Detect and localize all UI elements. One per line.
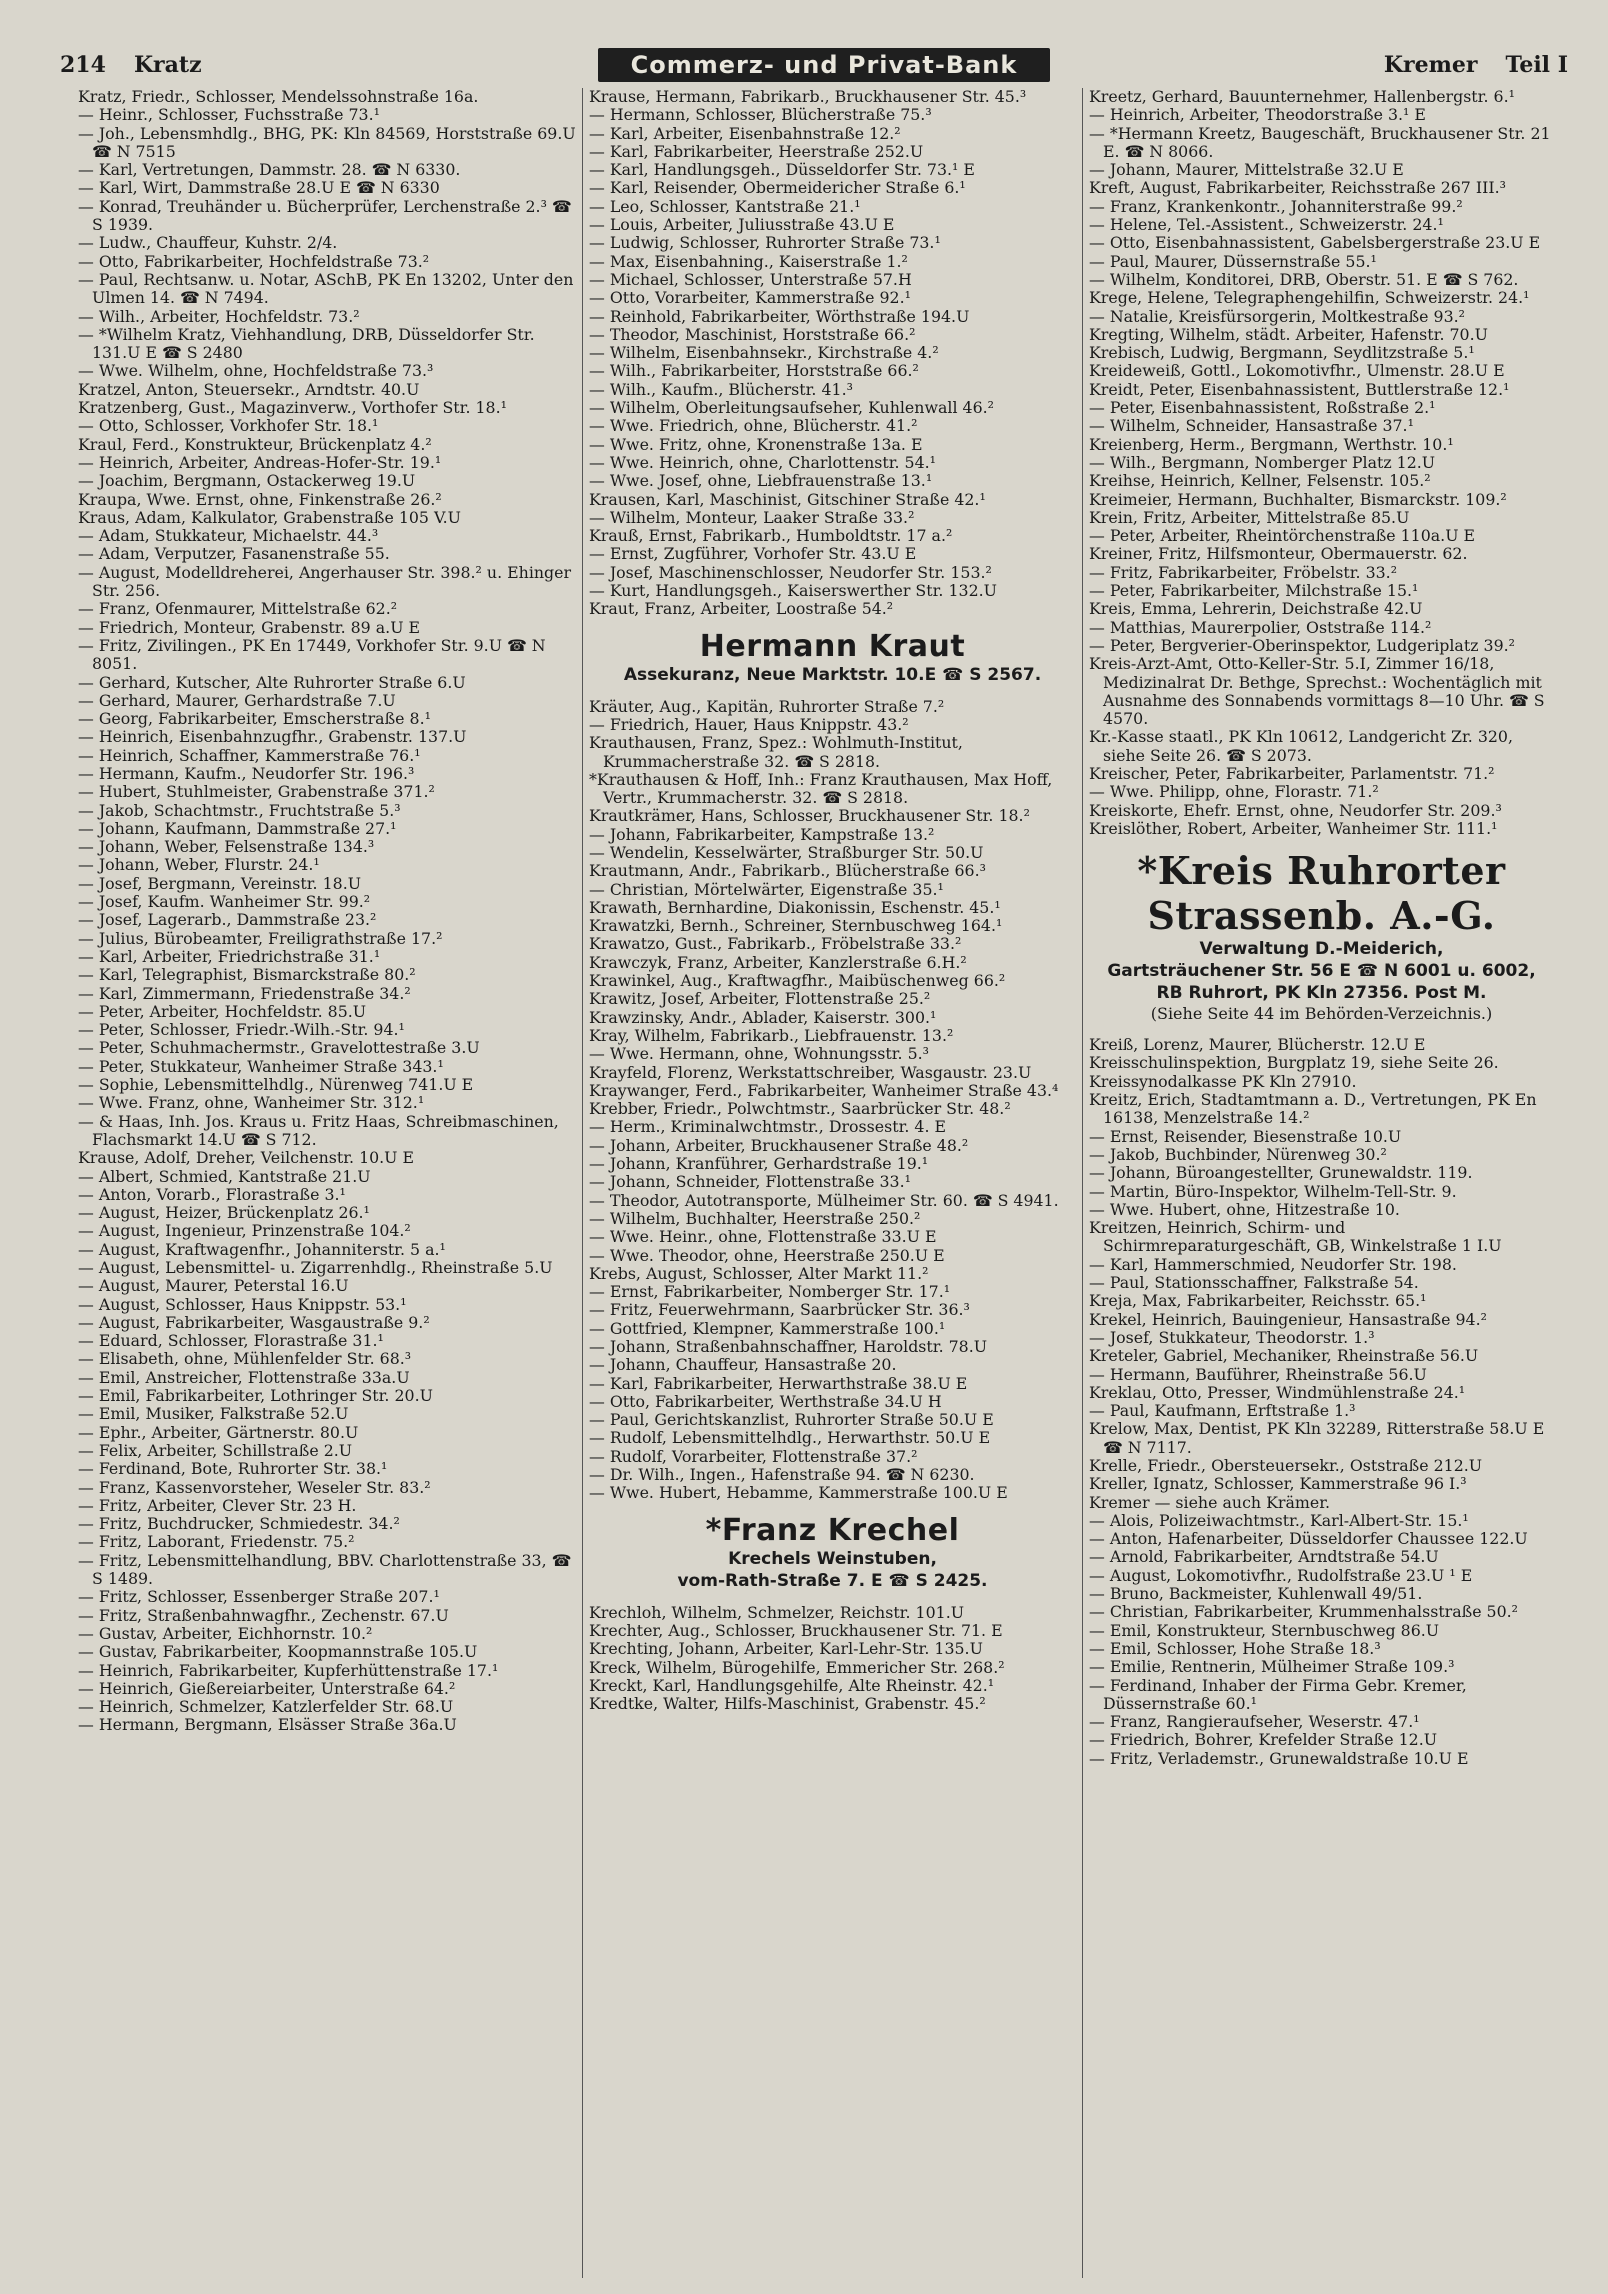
directory-entry: — Karl, Arbeiter, Friedrichstraße 31.¹ bbox=[78, 946, 381, 966]
directory-entry: Kreidt, Peter, Eisenbahnassistent, Buttlerstraße 12.¹ bbox=[1089, 379, 1510, 399]
directory-entry: — Johann, Weber, Flurstr. 24.¹ bbox=[78, 855, 320, 875]
directory-entry: — Rudolf, Vorarbeiter, Flottenstraße 37.² bbox=[589, 1446, 918, 1466]
directory-entry: — Wwe. Theodor, ohne, Heerstraße 250.U E bbox=[589, 1245, 945, 1265]
directory-entry: — Heinrich, Fabrikarbeiter, Kupferhüttenstraße 17.¹ bbox=[78, 1660, 499, 1680]
directory-entry: Kreckt, Karl, Handlungsgehilfe, Alte Rheinstr. 42.¹ bbox=[589, 1675, 995, 1695]
directory-entry: — Heinrich, Gießereiarbeiter, Unterstraße 64.² bbox=[78, 1678, 456, 1698]
directory-entry: — Paul, Kaufmann, Erftstraße 1.³ bbox=[1089, 1401, 1356, 1421]
directory-entry: — Hermann, Kaufm., Neudorfer Str. 196.³ bbox=[78, 763, 415, 783]
directory-entry: Kreis, Emma, Lehrerin, Deichstraße 42.U bbox=[1089, 599, 1423, 619]
directory-columns bbox=[72, 88, 1560, 2278]
directory-entry: — Hermann, Bergmann, Elsässer Straße 36a.U bbox=[78, 1715, 457, 1735]
directory-entry: — Wendelin, Kesselwärter, Straßburger Str. 50.U bbox=[589, 842, 984, 862]
directory-entry: Kray, Wilhelm, Fabrikarb., Liebfrauenstr. 13.² bbox=[589, 1025, 954, 1045]
directory-entry: — Gottfried, Klempner, Kammerstraße 100.¹ bbox=[589, 1318, 946, 1338]
directory-entry: — Heinrich, Eisenbahnzugfhr., Grabenstr. 137.U bbox=[78, 727, 467, 747]
directory-entry: Krebisch, Ludwig, Bergmann, Seydlitzstraße 5.¹ bbox=[1089, 343, 1475, 363]
directory-entry: Krein, Fritz, Arbeiter, Mittelstraße 85.U bbox=[1089, 507, 1410, 527]
directory-entry: — Christian, Mörtelwärter, Eigenstraße 35.¹ bbox=[589, 879, 944, 899]
directory-entry: — Wwe. Philipp, ohne, Florastr. 71.² bbox=[1089, 782, 1379, 802]
directory-entry: — Hermann, Schlosser, Blücherstraße 75.³ bbox=[589, 105, 932, 125]
header-left-word: Kratz bbox=[133, 52, 202, 78]
directory-entry: — Emil, Schlosser, Hohe Straße 18.³ bbox=[1089, 1638, 1381, 1658]
directory-entry: — August, Lokomotivfhr., Rudolfstraße 23.U ¹ E bbox=[1089, 1565, 1473, 1585]
directory-entry: — *Wilhelm Kratz, Viehhandlung, DRB, Düsseldorfer Str. 131.U E ☎ S 2480 bbox=[78, 324, 535, 363]
directory-entry: — Ernst, Reisender, Biesenstraße 10.U bbox=[1089, 1126, 1402, 1146]
directory-entry: — Wilhelm, Schneider, Hansastraße 37.¹ bbox=[1089, 416, 1414, 436]
directory-entry: — Johann, Weber, Felsenstraße 134.³ bbox=[78, 837, 375, 857]
directory-entry: — Otto, Eisenbahnassistent, Gabelsbergerstraße 23.U E bbox=[1089, 233, 1541, 253]
directory-entry: — Gerhard, Kutscher, Alte Ruhrorter Straße 6.U bbox=[78, 672, 466, 692]
directory-entry: — Fritz, Straßenbahnwagfhr., Zechenstr. 67.U bbox=[78, 1605, 449, 1625]
directory-entry: Kredtke, Walter, Hilfs-Maschinist, Grabenstr. 45.² bbox=[589, 1694, 986, 1714]
directory-entry: — Karl, Handlungsgeh., Düsseldorfer Str. 73.¹ E bbox=[589, 160, 975, 180]
directory-entry: — Paul, Stationsschaffner, Falkstraße 54. bbox=[1089, 1273, 1419, 1293]
directory-entry: — Emilie, Rentnerin, Mülheimer Straße 109.³ bbox=[1089, 1657, 1455, 1677]
directory-entry: — Fritz, Arbeiter, Clever Str. 23 H. bbox=[78, 1495, 357, 1515]
directory-entry: Kratz, Friedr., Schlosser, Mendelssohnstraße 16a. bbox=[78, 88, 479, 106]
directory-entry: Krebber, Friedr., Polwchtmstr., Saarbrücker Str. 48.² bbox=[589, 1099, 1011, 1119]
directory-entry: — Joachim, Bergmann, Ostackerweg 19.U bbox=[78, 471, 416, 491]
directory-entry: — Rudolf, Lebensmittelhdlg., Herwarthstr. 50.U E bbox=[589, 1428, 991, 1448]
directory-entry: — Wwe. Heinrich, ohne, Charlottenstr. 54.¹ bbox=[589, 452, 937, 472]
directory-entry: Krechloh, Wilhelm, Schmelzer, Reichstr. 101.U bbox=[589, 1602, 965, 1622]
directory-entry: — Eduard, Schlosser, Florastraße 31.¹ bbox=[78, 1331, 384, 1351]
directory-entry: — Josef, Bergmann, Vereinstr. 18.U bbox=[78, 873, 362, 893]
directory-entry: Kraul, Ferd., Konstrukteur, Brückenplatz 4.² bbox=[78, 434, 432, 454]
directory-entry: — Wwe. Heinr., ohne, Flottenstraße 33.U E bbox=[589, 1227, 937, 1247]
directory-entry: — August, Heizer, Brückenplatz 26.¹ bbox=[78, 1203, 370, 1223]
directory-entry: — Heinr., Schlosser, Fuchsstraße 73.¹ bbox=[78, 105, 380, 125]
directory-entry: — August, Ingenieur, Prinzenstraße 104.² bbox=[78, 1221, 411, 1241]
directory-entry: — Felix, Arbeiter, Schillstraße 2.U bbox=[78, 1440, 353, 1460]
directory-entry: Krausen, Karl, Maschinist, Gitschiner Straße 42.¹ bbox=[589, 489, 986, 509]
directory-entry: — Ferdinand, Inhaber der Firma Gebr. Kremer, Düssernstraße 60.¹ bbox=[1089, 1675, 1467, 1713]
directory-entry: — Peter, Bergverier-Oberinspektor, Ludgeriplatz 39.² bbox=[1089, 635, 1515, 655]
directory-entry: — August, Maurer, Peterstal 16.U bbox=[78, 1276, 349, 1296]
directory-entry: — Johann, Chauffeur, Hansastraße 20. bbox=[589, 1355, 897, 1375]
directory-entry: Kremer — siehe auch Krämer. bbox=[1089, 1492, 1331, 1512]
directory-entry: Kratzenberg, Gust., Magazinverw., Vorthofer Str. 18.¹ bbox=[78, 398, 507, 418]
directory-entry: — Wwe. Josef, ohne, Liebfrauenstraße 13.¹ bbox=[589, 471, 933, 491]
directory-entry: — Fritz, Laborant, Friedenstr. 75.² bbox=[78, 1532, 355, 1552]
directory-entry: Krawzinsky, Andr., Ablader, Kaiserstr. 300.¹ bbox=[589, 1007, 937, 1027]
directory-entry: Krayfeld, Florenz, Werkstattschreiber, Wasgaustr. 23.U bbox=[589, 1062, 1032, 1082]
directory-entry: — Martin, Büro-Inspektor, Wilhelm-Tell-Str. 9. bbox=[1089, 1181, 1457, 1201]
directory-entry: Kreller, Ignatz, Schlosser, Kammerstraße 96 I.³ bbox=[1089, 1474, 1467, 1494]
directory-entry: — Otto, Vorarbeiter, Kammerstraße 92.¹ bbox=[589, 288, 911, 308]
directory-entry: Krawatzo, Gust., Fabrikarb., Fröbelstraße 33.² bbox=[589, 934, 962, 954]
directory-entry: — Fritz, Zivilingen., PK En 17449, Vorkhofer Str. 9.U ☎ N 8051. bbox=[78, 635, 546, 674]
column-right bbox=[1082, 88, 1560, 2278]
directory-entry: — Friedrich, Bohrer, Krefelder Straße 12.U bbox=[1089, 1730, 1438, 1750]
directory-entry: Kraus, Adam, Kalkulator, Grabenstraße 105 V.U bbox=[78, 507, 461, 527]
directory-entry: — Franz, Krankenkontr., Johanniterstraße 99.² bbox=[1089, 196, 1463, 216]
directory-entry: — Peter, Stukkateur, Wanheimer Straße 343.¹ bbox=[78, 1056, 444, 1076]
directory-entry: — Fritz, Lebensmittelhandlung, BBV. Charlottenstraße 33, ☎ S 1489. bbox=[78, 1550, 572, 1589]
directory-entry: — Karl, Arbeiter, Eisenbahnstraße 12.² bbox=[589, 123, 901, 143]
directory-entry: — August, Modelldreherei, Angerhauser Str. 398.² u. Ehinger Str. 256. bbox=[78, 562, 572, 601]
directory-entry: Kreiskorte, Ehefr. Ernst, ohne, Neudorfer Str. 209.³ bbox=[1089, 800, 1502, 820]
directory-entry: Kraywanger, Ferd., Fabrikarbeiter, Wanheimer Straße 43.⁴ bbox=[589, 1080, 1059, 1100]
directory-entry: — Gerhard, Maurer, Gerhardstraße 7.U bbox=[78, 690, 396, 710]
directory-entry: — Peter, Eisenbahnassistent, Roßstraße 2.¹ bbox=[1089, 398, 1436, 418]
directory-entry: — Herm., Kriminalwchtmstr., Drossestr. 4. E bbox=[589, 1117, 947, 1137]
directory-entry: — Sophie, Lebensmittelhdlg., Nürenweg 741.U E bbox=[78, 1075, 474, 1095]
directory-entry: — Reinhold, Fabrikarbeiter, Wörthstraße 194.U bbox=[589, 306, 970, 326]
directory-entry: — Franz, Kassenvorsteher, Weseler Str. 83.² bbox=[78, 1477, 431, 1497]
advert-note: (Siehe Seite 44 im Behörden-Verzeichnis.) bbox=[1150, 1004, 1493, 1024]
directory-entry: — Wilh., Arbeiter, Hochfeldstr. 73.² bbox=[78, 306, 360, 326]
advert-kreis-ruhrorter bbox=[1089, 848, 1554, 1024]
directory-entry: — Heinrich, Arbeiter, Theodorstraße 3.¹ E bbox=[1089, 105, 1426, 125]
advert-line: Gartsträuchener Str. 56 E ☎ N 6001 u. 6002, bbox=[1107, 961, 1536, 982]
directory-entry: — Elisabeth, ohne, Mühlenfelder Str. 68.³ bbox=[78, 1349, 412, 1369]
directory-entry: — Dr. Wilh., Ingen., Hafenstraße 94. ☎ N 6230. bbox=[589, 1465, 975, 1485]
directory-entry: — Wwe. Hermann, ohne, Wohnungsstr. 5.³ bbox=[589, 1044, 929, 1064]
directory-entry: Krebs, August, Schlosser, Alter Markt 11.² bbox=[589, 1263, 929, 1283]
directory-entry: Krege, Helene, Telegraphengehilfin, Schweizerstr. 24.¹ bbox=[1089, 288, 1530, 308]
directory-entry: — Konrad, Treuhänder u. Bücherprüfer, Lerchenstraße 2.³ ☎ S 1939. bbox=[78, 196, 572, 235]
directory-entry: — Johann, Maurer, Mittelstraße 32.U E bbox=[1089, 160, 1404, 180]
directory-entry: — Friedrich, Monteur, Grabenstr. 89 a.U E bbox=[78, 617, 421, 637]
directory-entry: — Wilh., Fabrikarbeiter, Horststraße 66.² bbox=[589, 361, 919, 381]
directory-entry: Kreklau, Otto, Presser, Windmühlenstraße 24.¹ bbox=[1089, 1382, 1466, 1402]
page-number: 214 bbox=[60, 52, 106, 78]
directory-entry: — Otto, Fabrikarbeiter, Werthstraße 34.U H bbox=[589, 1391, 942, 1411]
directory-entry: Krauß, Ernst, Fabrikarb., Humboldtstr. 17 a.² bbox=[589, 526, 953, 546]
directory-entry: — Gustav, Fabrikarbeiter, Koopmannstraße 105.U bbox=[78, 1642, 478, 1662]
directory-entry: — Jakob, Buchbinder, Nürenweg 30.² bbox=[1089, 1144, 1387, 1164]
directory-entry: Kreis-Arzt-Amt, Otto-Keller-Str. 5.I, Zimmer 16/18, Medizinalrat Dr. Bethge, Sprechst.: Wochentäglich mit Ausnahme des Sonnabends vormittags 8—10 Uhr. ☎ S 4570. bbox=[1089, 654, 1545, 729]
directory-entry: — Peter, Schuhmachermstr., Gravelottestraße 3.U bbox=[78, 1038, 480, 1058]
directory-entry: — Adam, Stukkateur, Michaelstr. 44.³ bbox=[78, 526, 379, 546]
directory-entry: — Fritz, Buchdrucker, Schmiedestr. 34.² bbox=[78, 1514, 400, 1534]
directory-entry: — Natalie, Kreisfürsorgerin, Moltkestraße 93.² bbox=[1089, 306, 1466, 326]
directory-entry: — Karl, Hammerschmied, Neudorfer Str. 198. bbox=[1089, 1254, 1457, 1274]
directory-entry: Kreimeier, Hermann, Buchhalter, Bismarckstr. 109.² bbox=[1089, 489, 1507, 509]
directory-entry: — Karl, Zimmermann, Friedenstraße 34.² bbox=[78, 983, 411, 1003]
directory-entry: — Karl, Fabrikarbeiter, Herwarthstraße 38.U E bbox=[589, 1373, 968, 1393]
directory-entry: Kreck, Wilhelm, Bürogehilfe, Emmericher Str. 268.² bbox=[589, 1657, 1005, 1677]
directory-entry: — Ernst, Zugführer, Vorhofer Str. 43.U E bbox=[589, 544, 917, 564]
directory-entry: — Peter, Fabrikarbeiter, Milchstraße 15.¹ bbox=[1089, 581, 1419, 601]
directory-entry: Krawitz, Josef, Arbeiter, Flottenstraße 25.² bbox=[589, 989, 931, 1009]
directory-entry: — Wwe. Franz, ohne, Wanheimer Str. 312.¹ bbox=[78, 1093, 425, 1113]
directory-entry: — Emil, Konstrukteur, Sternbuschweg 86.U bbox=[1089, 1620, 1440, 1640]
directory-entry: — Jakob, Schachtmstr., Fruchtstraße 5.³ bbox=[78, 800, 401, 820]
directory-entry: — *Hermann Kreetz, Baugeschäft, Bruckhausener Str. 21 E. ☎ N 8066. bbox=[1089, 123, 1551, 161]
directory-entry: — August, Kraftwagenfhr., Johanniterstr. 5 a.¹ bbox=[78, 1239, 446, 1259]
directory-entry: — Wilhelm, Eisenbahnsekr., Kirchstraße 4.² bbox=[589, 343, 939, 363]
directory-entry: — Louis, Arbeiter, Juliusstraße 43.U E bbox=[589, 215, 895, 235]
directory-entry: — Christian, Fabrikarbeiter, Krummenhalsstraße 50.² bbox=[1089, 1602, 1519, 1622]
directory-entry: — Ferdinand, Bote, Ruhrorter Str. 38.¹ bbox=[78, 1459, 388, 1479]
directory-entry: — Wwe. Hubert, Hebamme, Kammerstraße 100.U E bbox=[589, 1483, 1008, 1503]
directory-entry: Krause, Hermann, Fabrikarb., Bruckhausener Str. 45.³ bbox=[589, 88, 1027, 106]
directory-entry: — Bruno, Backmeister, Kuhlenwall 49/51. bbox=[1089, 1584, 1423, 1604]
directory-entry: Krautmann, Andr., Fabrikarb., Blücherstraße 66.³ bbox=[589, 861, 986, 881]
directory-entry: — Karl, Fabrikarbeiter, Heerstraße 252.U bbox=[589, 141, 924, 161]
directory-entry: — Karl, Wirt, Dammstraße 28.U E ☎ N 6330 bbox=[78, 178, 440, 198]
directory-entry: — Peter, Arbeiter, Hochfeldstr. 85.U bbox=[78, 1001, 367, 1021]
directory-entry: — Johann, Kaufmann, Dammstraße 27.¹ bbox=[78, 818, 397, 838]
directory-entry: Kraupa, Wwe. Ernst, ohne, Finkenstraße 26.² bbox=[78, 489, 442, 509]
directory-entry: Kreteler, Gabriel, Mechaniker, Rheinstraße 56.U bbox=[1089, 1346, 1479, 1366]
directory-entry: Krawczyk, Franz, Arbeiter, Kanzlerstraße 6.H.² bbox=[589, 952, 967, 972]
directory-entry: — Heinrich, Arbeiter, Andreas-Hofer-Str. 19.¹ bbox=[78, 452, 442, 472]
directory-entry: — Michael, Schlosser, Unterstraße 57.H bbox=[589, 269, 912, 289]
directory-entry: — Emil, Musiker, Falkstraße 52.U bbox=[78, 1404, 349, 1424]
directory-entry: — Julius, Bürobeamter, Freiligrathstraße 17.² bbox=[78, 928, 443, 948]
directory-entry: — August, Schlosser, Haus Knippstr. 53.¹ bbox=[78, 1294, 407, 1314]
directory-entry: — Wilhelm, Buchhalter, Heerstraße 250.² bbox=[589, 1208, 921, 1228]
bank-banner: Commerz- und Privat-Bank bbox=[598, 48, 1050, 82]
directory-entry: Kreislöther, Robert, Arbeiter, Wanheimer Str. 111.¹ bbox=[1089, 818, 1498, 838]
header-right-word: Kremer bbox=[1383, 52, 1478, 78]
directory-entry: Krawinkel, Aug., Kraftwagfhr., Maibüschenweg 66.² bbox=[589, 971, 1006, 991]
directory-entry: — Wwe. Friedrich, ohne, Blücherstr. 41.² bbox=[589, 416, 918, 436]
directory-entry: — August, Lebensmittel- u. Zigarrenhdlg., Rheinstraße 5.U bbox=[78, 1258, 553, 1277]
directory-entry: Kreiner, Fritz, Hilfsmonteur, Obermauerstr. 62. bbox=[1089, 544, 1468, 564]
directory-entry: — Hubert, Stuhlmeister, Grabenstraße 371.² bbox=[78, 782, 435, 802]
directory-entry: — Josef, Maschinenschlosser, Neudorfer Str. 153.² bbox=[589, 562, 992, 582]
directory-entry: — Fritz, Verlademstr., Grunewaldstraße 10.U E bbox=[1089, 1748, 1469, 1768]
directory-entry: — Josef, Lagerarb., Dammstraße 23.² bbox=[78, 910, 377, 930]
directory-entry: — Helene, Tel.-Assistent., Schweizerstr. 24.¹ bbox=[1089, 215, 1444, 235]
directory-entry: — Peter, Schlosser, Friedr.-Wilh.-Str. 94.¹ bbox=[78, 1020, 405, 1040]
directory-entry: — Ephr., Arbeiter, Gärtnerstr. 80.U bbox=[78, 1422, 359, 1442]
directory-entry: — Wilh., Kaufm., Blücherstr. 41.³ bbox=[589, 379, 853, 399]
directory-entry: Kreitzen, Heinrich, Schirm- und Schirmreparaturgeschäft, GB, Winkelstraße 1 I.U bbox=[1089, 1218, 1502, 1256]
directory-entry: Krawatzki, Bernh., Schreiner, Sternbuschweg 164.¹ bbox=[589, 916, 1003, 936]
directory-entry: — Friedrich, Hauer, Haus Knippstr. 43.² bbox=[589, 714, 909, 734]
directory-entry: — Gustav, Arbeiter, Eichhornstr. 10.² bbox=[78, 1623, 373, 1643]
directory-entry: — Hermann, Bauführer, Rheinstraße 56.U bbox=[1089, 1364, 1427, 1384]
directory-entry: Kreissynodalkasse PK Kln 27910. bbox=[1089, 1071, 1357, 1091]
directory-entry: Krekel, Heinrich, Bauingenieur, Hansastraße 94.² bbox=[1089, 1309, 1487, 1329]
directory-entry: — Josef, Kaufm. Wanheimer Str. 99.² bbox=[78, 892, 371, 912]
directory-entry: — Wwe. Wilhelm, ohne, Hochfeldstraße 73.³ bbox=[78, 361, 434, 381]
directory-entry: — Otto, Schlosser, Vorkhofer Str. 18.¹ bbox=[78, 416, 379, 436]
advert-line: vom-Rath-Straße 7. E ☎ S 2425. bbox=[677, 1570, 988, 1591]
directory-entry: Krautkrämer, Hans, Schlosser, Bruckhausener Str. 18.² bbox=[589, 806, 1030, 826]
directory-entry: Krelow, Max, Dentist, PK Kln 32289, Ritterstraße 58.U E ☎ N 7117. bbox=[1089, 1419, 1545, 1457]
directory-entry: — August, Fabrikarbeiter, Wasgaustraße 9.² bbox=[78, 1312, 430, 1332]
directory-entry: — & Haas, Inh. Jos. Kraus u. Fritz Haas, Schreibmaschinen, Flachsmarkt 14.U ☎ S 712. bbox=[78, 1111, 559, 1149]
advert-line: Assekuranz, Neue Marktstr. 10.E ☎ S 2567. bbox=[623, 664, 1042, 685]
advert-hermann-kraut bbox=[589, 629, 1076, 686]
advert-franz-krechel bbox=[589, 1513, 1076, 1592]
directory-entry: — Karl, Telegraphist, Bismarckstraße 80.² bbox=[78, 965, 416, 985]
directory-entry: — Ludwig, Schlosser, Ruhrorter Straße 73.¹ bbox=[589, 233, 941, 253]
directory-entry: Kreischer, Peter, Fabrikarbeiter, Parlamentstr. 71.² bbox=[1089, 763, 1495, 783]
directory-entry: Kreienberg, Herm., Bergmann, Werthstr. 10.¹ bbox=[1089, 434, 1454, 454]
directory-entry: — Emil, Fabrikarbeiter, Lothringer Str. 20.U bbox=[78, 1386, 433, 1406]
directory-entry: Kreiß, Lorenz, Maurer, Blücherstr. 12.U E bbox=[1089, 1035, 1426, 1055]
directory-entry: Kreihse, Heinrich, Kellner, Felsenstr. 105.² bbox=[1089, 471, 1431, 491]
directory-entry: — Johann, Fabrikarbeiter, Kampstraße 13.² bbox=[589, 824, 935, 844]
directory-entry: — Johann, Arbeiter, Bruckhausener Straße 48.² bbox=[589, 1135, 969, 1155]
directory-entry: — Wilh., Bergmann, Nomberger Platz 12.U bbox=[1089, 452, 1436, 472]
directory-entry: — Johann, Kranführer, Gerhardstraße 19.¹ bbox=[589, 1154, 929, 1174]
directory-entry: — Paul, Rechtsanw. u. Notar, ASchB, PK En 13202, Unter den Ulmen 14. ☎ N 7494. bbox=[78, 269, 574, 308]
directory-entry: — Wilhelm, Konditorei, DRB, Oberstr. 51. E ☎ S 762. bbox=[1089, 269, 1519, 289]
column-left bbox=[72, 88, 582, 2278]
directory-entry: Kreja, Max, Fabrikarbeiter, Reichsstr. 65.¹ bbox=[1089, 1291, 1427, 1311]
directory-entry: — Matthias, Maurerpolier, Oststraße 114.² bbox=[1089, 617, 1432, 637]
directory-entry: Kraut, Franz, Arbeiter, Loostraße 54.² bbox=[589, 599, 894, 619]
directory-entry: Kreisschulinspektion, Burgplatz 19, siehe Seite 26. bbox=[1089, 1053, 1499, 1073]
directory-entry: — Wilhelm, Monteur, Laaker Straße 33.² bbox=[589, 507, 915, 527]
directory-entry: — Josef, Stukkateur, Theodorstr. 1.³ bbox=[1089, 1327, 1375, 1347]
directory-entry: Krauthausen, Franz, Spez.: Wohlmuth-Institut, Krummacherstraße 32. ☎ S 2818. bbox=[589, 733, 963, 771]
advert-line: Verwaltung D.-Meiderich, bbox=[1199, 939, 1444, 960]
directory-entry: — Anton, Hafenarbeiter, Düsseldorfer Chaussee 122.U bbox=[1089, 1529, 1528, 1549]
directory-entry: — Fritz, Schlosser, Essenberger Straße 207.¹ bbox=[78, 1587, 440, 1607]
directory-entry: Kreft, August, Fabrikarbeiter, Reichsstraße 267 III.³ bbox=[1089, 178, 1506, 198]
directory-entry: — Franz, Ofenmaurer, Mittelstraße 62.² bbox=[78, 599, 398, 619]
advert-title: *Kreis Ruhrorter Strassenb. A.-G. bbox=[1137, 848, 1506, 939]
directory-entry: — Emil, Anstreicher, Flottenstraße 33a.U bbox=[78, 1367, 410, 1387]
directory-entry: — Wwe. Fritz, ohne, Kronenstraße 13a. E bbox=[589, 434, 923, 454]
directory-entry: — Paul, Maurer, Düssernstraße 55.¹ bbox=[1089, 251, 1377, 271]
directory-entry: — Karl, Vertretungen, Dammstr. 28. ☎ N 6330. bbox=[78, 160, 461, 180]
directory-entry: — Arnold, Fabrikarbeiter, Arndtstraße 54.U bbox=[1089, 1547, 1439, 1567]
advert-line: Krechels Weinstuben, bbox=[728, 1548, 937, 1569]
directory-entry: *Krauthausen & Hoff, Inh.: Franz Krauthausen, Max Hoff, Vertr., Krummacherstr. 32. ☎ S 2818. bbox=[589, 769, 1053, 808]
advert-title: Hermann Kraut bbox=[699, 628, 966, 664]
directory-entry: — Heinrich, Schmelzer, Katzlerfelder Str. 68.U bbox=[78, 1697, 454, 1717]
directory-entry: — Ludw., Chauffeur, Kuhstr. 2/4. bbox=[78, 233, 338, 253]
directory-entry: Kr.-Kasse staatl., PK Kln 10612, Landgericht Zr. 320, siehe Seite 26. ☎ S 2073. bbox=[1089, 727, 1513, 765]
directory-entry: Kregting, Wilhelm, städt. Arbeiter, Hafenstr. 70.U bbox=[1089, 324, 1488, 344]
directory-entry: — Fritz, Feuerwehrmann, Saarbrücker Str. 36.³ bbox=[589, 1300, 970, 1320]
directory-entry: — Fritz, Fabrikarbeiter, Fröbelstr. 33.² bbox=[1089, 562, 1398, 582]
directory-entry: — Wilhelm, Oberleitungsaufseher, Kuhlenwall 46.² bbox=[589, 398, 994, 418]
directory-entry: — Karl, Reisender, Obermeidericher Straße 6.¹ bbox=[589, 178, 966, 198]
directory-entry: Krechter, Aug., Schlosser, Bruckhausener Str. 71. E bbox=[589, 1620, 1003, 1640]
directory-entry: Kräuter, Aug., Kapitän, Ruhrorter Straße 7.² bbox=[589, 696, 945, 716]
advert-line: RB Ruhrort, PK Kln 27356. Post M. bbox=[1156, 983, 1487, 1004]
advert-title: *Franz Krechel bbox=[705, 1512, 960, 1548]
directory-entry: — Otto, Fabrikarbeiter, Hochfeldstraße 73.² bbox=[78, 251, 430, 271]
directory-entry: Kreitz, Erich, Stadtamtmann a. D., Vertretungen, PK En 16138, Menzelstraße 14.² bbox=[1089, 1090, 1537, 1128]
directory-entry: — Peter, Arbeiter, Rheintörchenstraße 110a.U E bbox=[1089, 526, 1476, 546]
directory-entry: Kreideweiß, Gottl., Lokomotivfhr., Ulmenstr. 28.U E bbox=[1089, 361, 1505, 381]
directory-entry: — Alois, Polizeiwachtmstr., Karl-Albert-Str. 15.¹ bbox=[1089, 1510, 1469, 1530]
directory-entry: — Paul, Gerichtskanzlist, Ruhrorter Straße 50.U E bbox=[589, 1410, 994, 1430]
directory-entry: — Adam, Verputzer, Fasanenstraße 55. bbox=[78, 544, 390, 564]
directory-entry: — Johann, Büroangestellter, Grunewaldstr. 119. bbox=[1089, 1163, 1473, 1183]
directory-entry: — Joh., Lebensmhdlg., BHG, PK: Kln 84569, Horststraße 69.U ☎ N 7515 bbox=[78, 123, 576, 161]
column-middle bbox=[582, 88, 1082, 2278]
directory-entry: — Kurt, Handlungsgeh., Kaiserswerther Str. 132.U bbox=[589, 581, 997, 601]
directory-entry: — Max, Eisenbahning., Kaiserstraße 1.² bbox=[589, 251, 908, 271]
directory-entry: — Franz, Rangieraufseher, Weserstr. 47.¹ bbox=[1089, 1712, 1420, 1732]
directory-entry: — Theodor, Maschinist, Horststraße 66.² bbox=[589, 324, 916, 344]
directory-entry: Krechting, Johann, Arbeiter, Karl-Lehr-Str. 135.U bbox=[589, 1639, 983, 1659]
directory-entry: — Wwe. Hubert, ohne, Hitzestraße 10. bbox=[1089, 1199, 1400, 1219]
directory-entry: — Albert, Schmied, Kantstraße 21.U bbox=[78, 1166, 371, 1186]
directory-entry: — Anton, Vorarb., Florastraße 3.¹ bbox=[78, 1184, 346, 1204]
directory-entry: Krause, Adolf, Dreher, Veilchenstr. 10.U E bbox=[78, 1148, 415, 1168]
directory-entry: Kreetz, Gerhard, Bauunternehmer, Hallenbergstr. 6.¹ bbox=[1089, 88, 1515, 106]
directory-entry: — Ernst, Fabrikarbeiter, Nomberger Str. 17.¹ bbox=[589, 1282, 951, 1302]
directory-entry: Krelle, Friedr., Obersteuersekr., Oststraße 212.U bbox=[1089, 1456, 1483, 1475]
directory-entry: — Johann, Straßenbahnschaffner, Haroldstr. 78.U bbox=[589, 1337, 988, 1356]
directory-entry: — Theodor, Autotransporte, Mülheimer Str. 60. ☎ S 4941. bbox=[589, 1190, 1059, 1210]
directory-entry: — Heinrich, Schaffner, Kammerstraße 76.¹ bbox=[78, 745, 421, 765]
directory-entry: Krawath, Bernhardine, Diakonissin, Eschenstr. 45.¹ bbox=[589, 897, 1001, 917]
directory-entry: Kratzel, Anton, Steuersekr., Arndtstr. 40.U bbox=[78, 379, 420, 399]
directory-entry: — Johann, Schneider, Flottenstraße 33.¹ bbox=[589, 1172, 911, 1192]
directory-entry: — Leo, Schlosser, Kantstraße 21.¹ bbox=[589, 196, 861, 216]
header-part: Teil I bbox=[1505, 52, 1568, 78]
directory-entry: — Georg, Fabrikarbeiter, Emscherstraße 8.¹ bbox=[78, 709, 431, 729]
